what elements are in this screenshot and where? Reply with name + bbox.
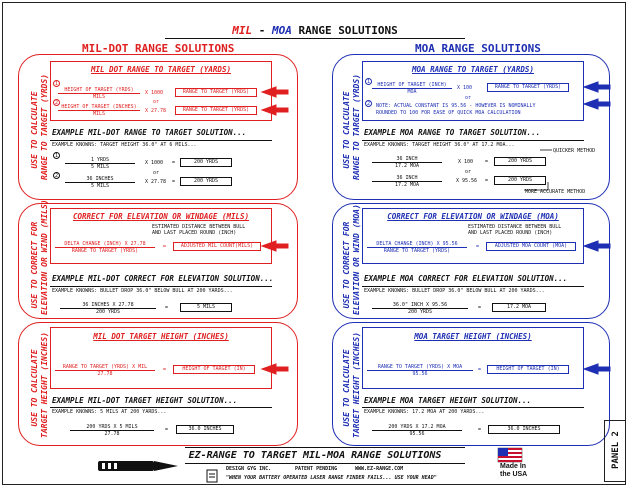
moa-f1-denominator: MOA	[407, 89, 417, 95]
mil-e2-numerator: 36 INCHES	[86, 176, 114, 182]
mil-correction-note: ESTIMATED DISTANCE BETWEEN BULL	[152, 224, 246, 230]
moa-range-example-heading: EXAMPLE MOA RANGE TO TARGET SOLUTION...	[364, 128, 541, 137]
mil-range-side-label: USE TO CALCULATE RANGE TO TARGET (YRDS)	[30, 74, 49, 180]
equals: =	[478, 427, 482, 433]
moa-e2-numerator: 36 INCH	[396, 175, 418, 181]
moa-e1-operator: X 100	[458, 159, 474, 165]
mil-correction-e-numerator: 36 INCHES X 27.78	[82, 302, 134, 308]
moa-correction-e-denominator: 200 YRDS	[407, 309, 433, 315]
mil-e1-numerator: 1 YRDS	[90, 157, 110, 163]
or-label: or	[153, 170, 160, 176]
moa-height-box-title: MOA TARGET HEIGHT (INCHES)	[414, 332, 532, 341]
mil-correction-side-label: USE TO CORRECT FOR ELEVATION OR WIND (MILS)	[30, 199, 49, 315]
mil-height-e-denominator: 27.78	[104, 431, 120, 437]
arrow-icon	[262, 364, 288, 374]
moa-correction-result: ADJUSTED MOA COUNT (MOA)	[486, 242, 576, 251]
moa-f1-result: RANGE TO TARGET (YRDS)	[487, 83, 569, 92]
arrow-icon	[262, 105, 288, 115]
or-label: or	[465, 169, 472, 175]
designer-logo	[207, 470, 217, 482]
example-1-badge: 1	[54, 153, 58, 159]
moa-correction-e-result: 17.2 MOA	[492, 303, 546, 312]
moa-correction-denominator: RANGE TO TARGET (YRDS)	[383, 248, 451, 254]
moa-range-note: ROUNDED TO 100 FOR EASE OF QUICK MOA CALCULATION	[376, 110, 521, 116]
footer-company: DESIGN GYG INC.	[226, 466, 272, 472]
or-label: or	[465, 95, 472, 101]
equals: =	[163, 367, 167, 373]
mil-e1-operator: X 1000	[145, 160, 164, 166]
arrow-icon	[584, 241, 610, 251]
title-mil: MIL	[232, 24, 253, 37]
title-rest: RANGE SOLUTIONS	[298, 24, 398, 37]
moa-range-note: NOTE: ACTUAL CONSTANT IS 95.56 - HOWEVER IS NOMINALLY	[376, 103, 536, 109]
mil-height-knowns: EXAMPLE KNOWNS: 5 MILS AT 200 YARDS...	[52, 409, 167, 415]
mil-f1-operator: X 1000	[145, 90, 164, 96]
title-dash: -	[258, 24, 266, 37]
example-2-badge: 2	[54, 173, 58, 179]
equals: =	[172, 179, 176, 185]
mil-e2-denominator: 5 MILS	[90, 183, 110, 189]
formula-1-badge: 1	[366, 79, 370, 85]
footer-title: EZ-RANGE TO TARGET MIL-MOA RANGE SOLUTIONS	[188, 450, 442, 461]
mil-correction-note: AND LAST PLACED ROUND (INCH)	[152, 230, 237, 236]
mil-correction-box-title: CORRECT FOR ELEVATION OR WINDAGE (MILS)	[72, 212, 250, 221]
pointer-line	[524, 182, 548, 190]
equals: =	[478, 305, 482, 311]
moa-section-header: MOA RANGE SOLUTIONS	[415, 42, 541, 55]
mil-correction-e-denominator: 200 YRDS	[95, 309, 121, 315]
equals: =	[485, 178, 489, 184]
moa-correction-box-title: CORRECT FOR ELEVATION OR WINDAGE (MOA)	[387, 212, 559, 221]
title-moa: MOA	[271, 24, 292, 37]
moa-e2-result: 200 YRDS	[494, 176, 546, 185]
moa-e1-numerator: 36 INCH	[396, 156, 418, 162]
more-accurate-method-label: MORE ACCURATE METHOD	[525, 189, 586, 195]
mil-range-box-title: MIL DOT RANGE TO TARGET (YARDS)	[91, 65, 231, 74]
mil-height-numerator: RANGE TO TARGET (YRDS) X MIL	[62, 364, 148, 370]
moa-correction-numerator: DELTA CHANGE (INCH) X 95.56	[376, 241, 458, 247]
panel-number-box	[604, 420, 626, 482]
mil-e2-result: 200 YRDS	[180, 177, 232, 186]
mil-correction-example-heading: EXAMPLE MIL-DOT CORRECT FOR ELEVATION SOLUTION...	[52, 274, 274, 283]
mil-correction-numerator: DELTA CHANGE (INCH) X 27.78	[64, 241, 146, 247]
mil-f2-operator: X 27.78	[145, 108, 167, 114]
mil-f2-result: RANGE TO TARGET (YRDS)	[175, 106, 257, 115]
mil-f2-denominator: MILS	[92, 111, 106, 117]
mil-range-knowns: EXAMPLE KNOWNS: TARGET HEIGHT 36.0" AT 6 MILS...	[52, 142, 197, 148]
mil-height-denominator: 27.78	[97, 371, 113, 377]
mil-height-e-numerator: 200 YRDS X 5 MILS	[86, 424, 138, 430]
footer-patent: PATENT PENDING	[295, 466, 338, 472]
moa-correction-side-label: USE TO CORRECT FOR ELEVATION OR WIND (MOA)	[342, 204, 361, 315]
mil-e1-denominator: 5 MILS	[90, 164, 110, 170]
moa-correction-note: ESTIMATED DISTANCE BETWEEN BULL	[468, 224, 562, 230]
moa-f1-numerator: HEIGHT OF TARGET (INCH)	[377, 82, 447, 88]
mil-f1-result: RANGE TO TARGET (YRDS)	[175, 88, 257, 97]
moa-range-side-label: USE TO CALCULATE RANGE TO TARGET (YRDS)	[342, 74, 361, 180]
equals: =	[165, 427, 169, 433]
equals: =	[485, 159, 489, 165]
mil-correction-knowns: EXAMPLE KNOWNS: BULLET DROP 36.0" BELOW BULL AT 200 YARDS...	[52, 288, 233, 294]
moa-e1-denominator: 17.2 MOA	[394, 163, 420, 169]
arrow-icon	[584, 364, 610, 374]
footer-website: WWW.EZ-RANGE.COM	[355, 466, 404, 472]
or-label: or	[153, 99, 160, 105]
moa-height-denominator: 95.56	[412, 371, 428, 377]
arrow-icon	[584, 99, 610, 109]
arrow-icon	[584, 82, 610, 92]
mil-height-result: HEIGHT OF TARGET (IN)	[173, 365, 255, 374]
panel-number: PANEL 2	[611, 431, 621, 469]
moa-correction-knowns: EXAMPLE KNOWNS: BULLET DROP 36.0" BELOW BULL AT 200 YARDS...	[364, 288, 545, 294]
mil-correction-denominator: RANGE TO TARGET (YRDS)	[71, 248, 139, 254]
moa-height-numerator: RANGE TO TARGET (YRDS) X MOA	[377, 364, 463, 370]
moa-range-box-title: MOA RANGE TO TARGET (YARDS)	[412, 65, 534, 74]
moa-range-knowns: EXAMPLE KNOWNS: TARGET HEIGHT 36.0" AT 17.2 MOA...	[364, 142, 515, 148]
mil-f2-numerator: HEIGHT OF TARGET (INCHES)	[61, 104, 137, 110]
mil-f1-numerator: HEIGHT OF TARGET (YRDS)	[64, 87, 134, 93]
formula-1-badge: 1	[54, 81, 58, 87]
equals: =	[476, 244, 480, 250]
moa-correction-e-numerator: 36.0" INCH X 95.56	[392, 302, 448, 308]
mil-height-box-title: MIL DOT TARGET HEIGHT (INCHES)	[93, 332, 229, 341]
footer-slogan: "WHEN YOUR BATTERY OPERATED LASER RANGE FINDER FAILS... USE YOUR HEAD"	[226, 475, 437, 481]
mil-correction-result: ADJUSTED MIL COUNT(MILS)	[173, 242, 261, 251]
moa-height-e-denominator: 95.56	[409, 431, 425, 437]
bullet-logo	[98, 461, 178, 471]
mil-f1-denominator: MILS	[92, 94, 106, 100]
formula-2-badge: 2	[366, 101, 370, 107]
arrow-icon	[262, 87, 288, 97]
moa-height-e-numerator: 200 YRDS X 17.2 MOA	[388, 424, 446, 430]
moa-e2-denominator: 17.2 MOA	[394, 182, 420, 188]
mil-e2-operator: X 27.78	[145, 179, 167, 185]
arrow-icon	[262, 241, 288, 251]
mil-e1-result: 200 YRDS	[180, 158, 232, 167]
moa-correction-example-heading: EXAMPLE MOA CORRECT FOR ELEVATION SOLUTION...	[364, 274, 568, 283]
mil-range-example-heading: EXAMPLE MIL-DOT RANGE TO TARGET SOLUTION...	[52, 128, 247, 137]
equals: =	[172, 160, 176, 166]
moa-height-result: HEIGHT OF TARGET (IN)	[487, 365, 569, 374]
quicker-method-label: QUICKER METHOD	[553, 148, 596, 154]
footer-rule	[185, 463, 465, 464]
moa-height-e-result: 36.0 INCHES	[488, 425, 560, 434]
mil-section-header: MIL-DOT RANGE SOLUTIONS	[82, 42, 235, 55]
moa-f1-operator: X 100	[457, 85, 473, 91]
mil-height-side-label: USE TO CALCULATE TARGET HEIGHT (INCHES)	[30, 332, 49, 438]
equals: =	[163, 244, 167, 250]
mil-height-e-result: 36.0 INCHES	[176, 425, 234, 434]
formula-2-badge: 2	[54, 100, 58, 106]
mil-height-example-heading: EXAMPLE MIL-DOT TARGET HEIGHT SOLUTION...	[52, 396, 238, 405]
moa-height-side-label: USE TO CALCULATE TARGET HEIGHT (INCHES)	[342, 332, 361, 438]
equals: =	[165, 305, 169, 311]
moa-height-knowns: EXAMPLE KNOWNS: 17.2 MOA AT 200 YARDS...	[364, 409, 485, 415]
made-in-usa-badge: Made In the USA	[500, 463, 528, 478]
moa-correction-note: AND LAST PLACED ROUND (INCH)	[468, 230, 553, 236]
moa-e2-operator: X 95.56	[456, 178, 478, 184]
footer-rule	[185, 447, 465, 448]
mil-correction-e-result: 5 MILS	[180, 303, 232, 312]
moa-height-example-heading: EXAMPLE MOA TARGET HEIGHT SOLUTION...	[364, 396, 532, 405]
equals: =	[478, 367, 482, 373]
moa-e1-result: 200 YRDS	[494, 157, 546, 166]
